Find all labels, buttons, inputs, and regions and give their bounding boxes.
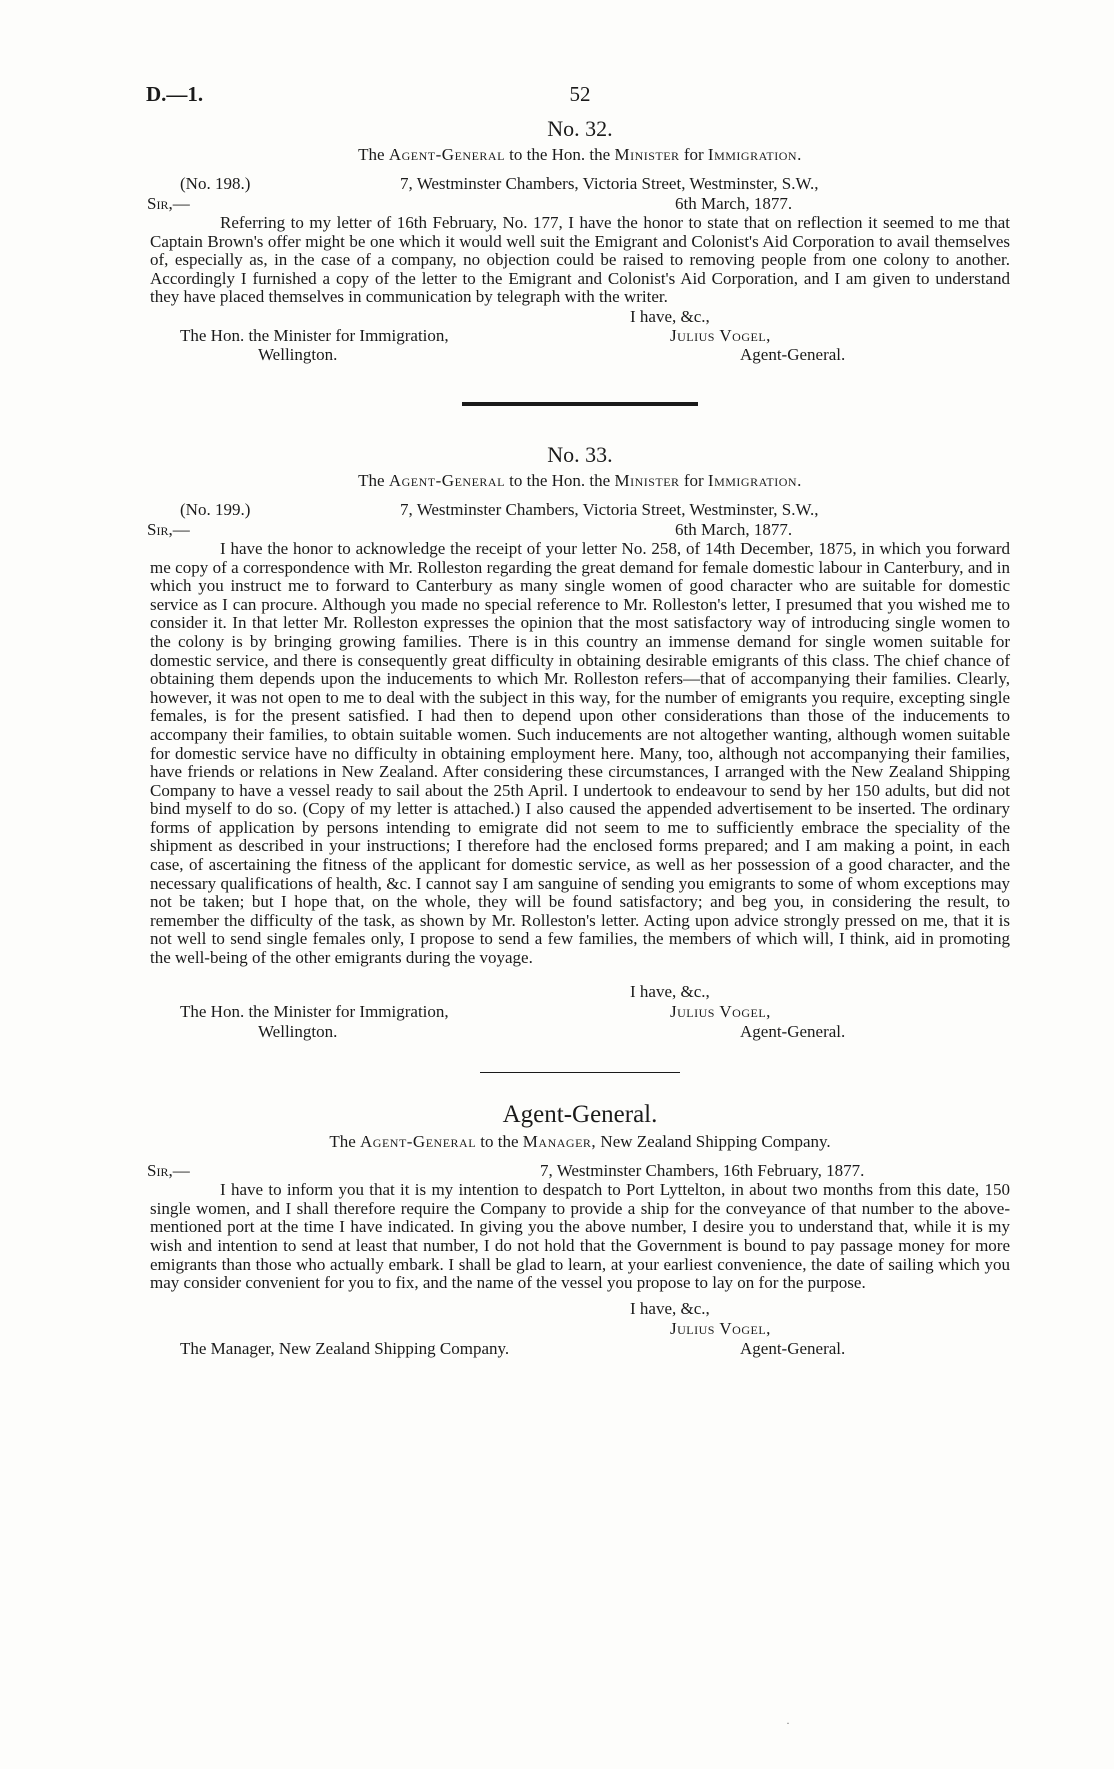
addressee-line2: Wellington. [258,1021,338,1041]
signature: Julius Vogel, [670,325,771,345]
route-suffix: for [683,470,704,490]
recipient-department: Immigration. [707,145,802,164]
sender: Agent-General [388,470,505,490]
route-prefix: to the [480,1132,519,1152]
section-divider-thick [462,402,698,406]
letter-closing [150,307,1010,365]
sender-address: 7, Westminster Chambers, Victoria Street, Westminster, S.W., [400,499,819,519]
address-date: 7, Westminster Chambers, 16th February, 1877. [540,1161,865,1181]
enclosure-33 [147,1099,1010,1363]
letter-32 [147,114,1010,365]
recipient: Minister [614,470,680,490]
stray-mark: · [786,1716,790,1730]
page-number: 52 [569,82,591,106]
closing-phrase: I have, &c., [630,1298,710,1318]
closing-phrase: I have, &c., [630,981,710,1001]
letter-33 [147,440,1010,1044]
salutation: Sir,— [147,1161,190,1181]
sender-address: 7, Westminster Chambers, Victoria Street, Westminster, S.W., [400,174,819,193]
signature-title: Agent-General. [740,1338,846,1358]
closing-phrase: I have, &c., [630,306,710,326]
salutation: Sir,— [147,194,190,213]
addressee: The Manager, New Zealand Shipping Company. [180,1338,510,1358]
signature-title: Agent-General. [740,344,846,364]
letter-number: No. 33. [547,441,613,467]
date-line [147,194,1010,214]
addressee-line1: The Hon. the Minister for Immigration, [180,1001,449,1021]
addressee-line2: Wellington. [258,344,338,364]
route-prefix: to the Hon. the [509,470,611,490]
letter-date: 6th March, 1877. [675,194,793,213]
recipient: Minister [614,145,680,164]
letter-body: I have the honor to acknowledge the receipt of your letter No. 258, of 14th December, 1875, in which you forward me copy of a correspondence with Mr. Rolleston regarding the great demand for female domestic labour in Canterbury, and in which you instruct me to forward to Canterbury as many single women of good character who are suitable for domestic service as I can procure. Although you made no special reference to Mr. Rolleston's letter, I presumed that you wished me to consider it. In that letter Mr. Rolleston expresses the opinion that the most satisfactory way of introducing single women to the colony is by bringing growing families. There is in this country an immense demand for single women suitable for domestic service, and there is consequently great difficulty in obtaining desirable emigrants of this class. The chief chance of obtaining them depends upon the inducements to which Mr. Rolleston refers—that of accompanying their families. Clearly, however, it was not open to me to deal with the subject in this way, for the number of emigrants you require, excepting single females, is for the present satisfied. I had then to depend upon other considerations than those of the inducements to accompany their families, to obtain suitable women. Such inducements are not altogether wanting, although women suitable for domestic service have no difficulty in obtaining employment here. Many, too, although not accompanying their families, have friends or relations in New Zealand. After considering these circumstances, I arranged with the New Zealand Shipping Company to have a vessel ready to sail about the 25th April. I undertook to endeavour to send by her 150 adults, but did not bind myself to do so. (Copy of my letter is attached.) I also caused the appended advertisement to be inserted. The ordinary forms of application by persons intending to emigrate did not seem to me to sufficiently embrace the speciality of the shipment as described in your instructions; I therefore had the enclosed forms prepared; and I am making a point, in each case, of ascertaining the fitness of the applicant for domestic service, as well as her possession of a good character, and the necessary qualifications of health, &c. I cannot say I am sanguine of sending you emigrants to some of whom exceptions may not be taken; but I hope that, on the whole, they will be found satisfactory; and beg you, in considering the result, to remember the difficulty of the task, as shown by Mr. Rolleston's letter. Acting upon advice strongly pressed on me, that it is not well to send single females only, I propose to send a few families, the members of which will, I think, aid in promoting the well-being of the other emigrants during the voyage. [150,538,1010,968]
date-line [147,519,1010,540]
recipient: Manager, [522,1132,597,1152]
enclosure-closing [150,1299,1010,1363]
letter-route: The Agent-General to the Hon. the Minister for Immigration. [358,145,802,164]
document-reference: D.—1. [146,82,204,106]
letter-ref: (No. 198.) [180,174,251,193]
page-header [146,80,1010,114]
letter-body: Referring to my letter of 16th February, No. 177, I have the honor to state that on reflection it seemed to me that Captain Brown's offer might be one which it would well suit the Emigrant and Colonist's Aid Corporation to avail themselves of, especially as, in the case of a company, no objection could be raised to removing people from one colony to another. Accordingly I furnished a copy of the letter to the Emigrant and Colonist's Aid Corporation, and I am given to understand they have placed themselves in communication by telegraph with the writer. [150,213,1010,307]
date-line [147,1161,1010,1181]
salutation: Sir,— [147,519,190,539]
letter-date: 6th March, 1877. [675,519,793,539]
reference-line [150,500,1010,520]
signature: Julius Vogel, [670,1318,771,1338]
letter-route: The Agent-General to the Hon. the Minister for Immigration. [358,470,802,490]
enclosure-body: I have to inform you that it is my intention to despatch to Port Lyttelton, in about two months from this date, 150 single women, and I shall therefore require the Company to provide a ship for the conveyance of that number to the above-mentioned port at the time I have indicated. In giving you the above number, I desire you to understand that, while it is my wish and intention to send at least that number, I do not hold that the Government is bound to pay passage money for more emigrants than those who actually embark. I shall be glad to learn, at your earliest convenience, the date of sailing which you may consider convenient for you to fix, and the name of the vessel you propose to lay on for the purpose. [150,1180,1010,1293]
document-page [146,80,1010,1363]
addressee-line1: The Hon. the Minister for Immigration, [180,325,449,345]
recipient-department: Immigration. [707,470,802,490]
enclosure-title: Agent-General. [502,1101,658,1129]
reference-line [150,174,1010,194]
route-suffix: for [683,145,704,164]
letter-closing [150,982,1010,1044]
signature-title: Agent-General. [740,1021,846,1041]
section-divider-thin [480,1072,680,1074]
enclosure-route: The Agent-General to the Manager, New Zealand Shipping Company. [329,1132,831,1152]
sender: Agent-General [388,145,505,164]
letter-ref: (No. 199.) [180,499,251,519]
sender: Agent-General [360,1132,477,1152]
route-suffix: New Zealand Shipping Company. [600,1132,831,1152]
route-prefix: to the Hon. the [509,145,611,164]
letter-number: No. 32. [547,116,613,141]
signature: Julius Vogel, [670,1001,771,1021]
